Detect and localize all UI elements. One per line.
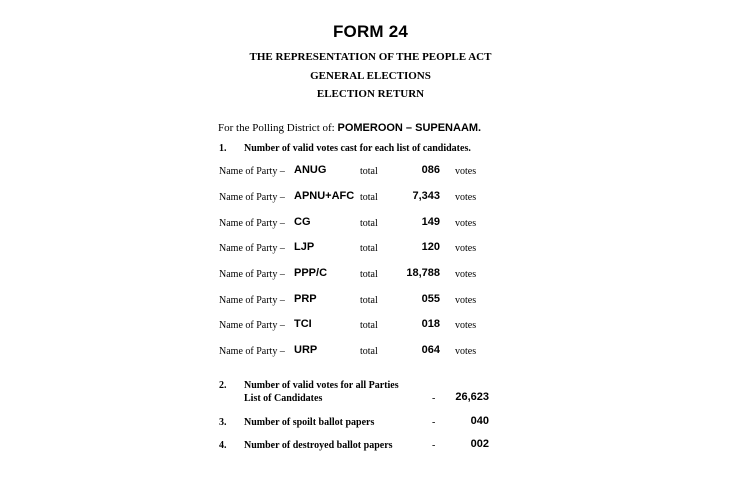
summary-dash: - [432,440,436,451]
votes-label: votes [455,295,477,306]
votes-label: votes [455,218,477,229]
votes-label: votes [455,243,477,254]
district-name: POMEROON – SUPENAAM. [337,122,482,134]
total-label: total [360,320,378,331]
total-label: total [360,269,378,280]
party-votes: 086 [421,164,440,176]
party-name: APNU+AFC [294,190,355,202]
party-row-label: Name of Party – [219,243,285,254]
district-label: For the Polling District of: [218,122,335,134]
party-name: LJP [294,241,315,253]
total-label: total [360,192,378,203]
party-name: CG [294,216,311,228]
party-name: TCI [294,318,312,330]
party-name: ANUG [294,164,327,176]
votes-label: votes [455,320,477,331]
votes-label: votes [455,166,477,177]
summary-number: 3. [219,417,227,428]
summary-dash: - [432,417,436,428]
party-votes: 055 [421,293,440,305]
summary-label: Number of spoilt ballot papers [244,417,375,428]
party-votes: 149 [421,216,440,228]
party-name: PRP [294,293,317,305]
summary-value: 040 [470,415,489,427]
party-row-label: Name of Party – [219,346,285,357]
form-title: FORM 24 [332,22,409,41]
party-votes: 18,788 [406,267,440,279]
subtitle-act: THE REPRESENTATION OF THE PEOPLE ACT [249,51,492,63]
party-row-label: Name of Party – [219,295,285,306]
party-votes: 018 [421,318,440,330]
total-label: total [360,243,378,254]
summary-number: 4. [219,440,227,451]
polling-district [218,122,481,134]
section-1-heading: Number of valid votes cast for each list of candidates. [244,143,471,154]
party-row-label: Name of Party – [219,192,285,203]
party-votes: 120 [421,241,440,253]
section-1-number: 1. [219,143,227,154]
votes-label: votes [455,192,477,203]
party-row-label: Name of Party – [219,218,285,229]
subtitle-general-elections: GENERAL ELECTIONS [310,70,431,82]
party-votes: 064 [421,344,440,356]
party-name: PPP/C [294,267,328,279]
party-row-label: Name of Party – [219,320,285,331]
votes-label: votes [455,346,477,357]
party-row-label: Name of Party – [219,269,285,280]
total-label: total [360,346,378,357]
votes-label: votes [455,269,477,280]
summary-value: 002 [470,438,489,450]
party-row-label: Name of Party – [219,166,285,177]
subtitle-election-return: ELECTION RETURN [316,88,425,100]
party-name: URP [294,344,318,356]
total-label: total [360,218,378,229]
summary-value: 26,623 [455,391,489,403]
summary-dash: - [432,393,436,404]
summary-label: Number of destroyed ballot papers [244,440,393,451]
summary-label-line2: List of Candidates [244,393,323,404]
total-label: total [360,166,378,177]
total-label: total [360,295,378,306]
summary-number: 2. [219,380,227,391]
summary-label: Number of valid votes for all Parties [244,380,399,391]
party-votes: 7,343 [412,190,440,202]
